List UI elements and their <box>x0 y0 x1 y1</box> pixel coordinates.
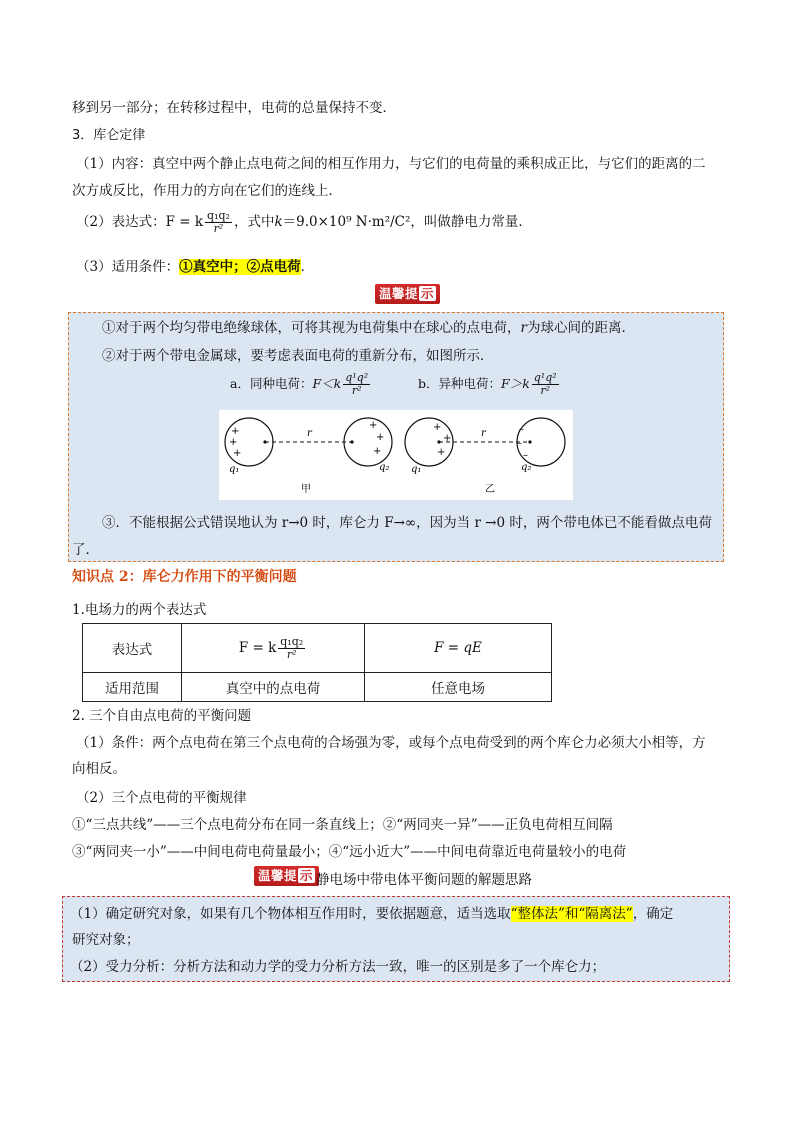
coulomb-expression <box>76 210 532 235</box>
table-cell-scope-coulomb: 真空中的点电荷 <box>182 673 365 702</box>
table-cell-header: 表达式 <box>83 624 182 673</box>
plus-sign: + <box>231 426 240 437</box>
expr-prefix: （2）表达式： <box>76 214 166 230</box>
balance-rules-line1: ①“三点共线”——三个点电荷分布在同一条直线上；②“两同夹一异”——正负电荷相互间隔 <box>72 817 613 833</box>
coulomb-conditions <box>76 255 314 275</box>
tip1-case-b <box>418 372 561 397</box>
expr-numerator: q₁q₂ <box>207 209 230 222</box>
plus-sign: + <box>373 446 382 457</box>
tip-badge-1 <box>375 284 440 304</box>
plus-sign: + <box>369 420 378 431</box>
expression-table <box>82 623 552 702</box>
balance-rules-title: （2）三个点电荷的平衡规律 <box>76 790 247 806</box>
q2-label-right: q₂ <box>521 462 532 473</box>
tip-badge-last: 示 <box>300 868 314 883</box>
balance-condition-line2: 向相反。 <box>72 761 126 777</box>
tip1-item3-line2: 了． <box>72 542 99 558</box>
minus-sign: – <box>523 450 528 461</box>
tip1-item2: ②对于两个带电金属球，要考虑表面电荷的重新分布，如图所示． <box>102 348 494 364</box>
case-a-fraction <box>343 372 370 397</box>
case-a-numerator: q¹q² <box>345 371 369 384</box>
section-title-coulomb: 3．库仑定律 <box>72 128 146 143</box>
table-row <box>83 624 552 673</box>
table-cell-header: 适用范围 <box>83 673 182 702</box>
plus-sign: + <box>233 448 242 459</box>
q2-label-left: q₂ <box>379 462 390 473</box>
table-formula-fraction <box>278 636 305 661</box>
label-yi: 乙 <box>485 484 495 495</box>
expr-suffix: ，叫做静电力常量． <box>410 214 532 230</box>
tip-badge-last: 示 <box>421 286 435 301</box>
tip1-item1 <box>102 316 635 336</box>
expr-F: F = k <box>165 214 204 230</box>
tip2-line1-highlight: “整体法”和“隔离法” <box>510 906 633 922</box>
tip1-item1-b: 为球心间的距离． <box>526 320 635 336</box>
table-formula-numerator: q₁q₂ <box>280 634 304 648</box>
case-a-label: a．同种电荷： <box>230 376 313 391</box>
coulomb-content-line1: （1）内容：真空中两个静止点电荷之间的相互作用力，与它们的电荷量的乘积成正比，与它们的距离的二 <box>76 156 706 172</box>
plus-sign: + <box>443 433 452 444</box>
intro-text: 移到另一部分；在转移过程中，电荷的总量保持不变． <box>72 100 396 116</box>
plus-sign: + <box>437 447 446 458</box>
case-b-fraction <box>532 372 559 397</box>
tip2-line1 <box>70 902 673 922</box>
r-label-left: r <box>307 428 312 439</box>
expr-mid: ，式中 <box>233 214 275 230</box>
tip-badge-2 <box>254 866 319 886</box>
cond-suffix: ． <box>300 259 315 275</box>
coulomb-content-line2: 次方成反比，作用力的方向在它们的连线上． <box>72 183 342 199</box>
knowledge-point-2-heading: 知识点 2：库仑力作用下的平衡问题 <box>72 569 297 585</box>
table-formula-denominator: r² <box>286 647 297 661</box>
case-b-denominator: r² <box>540 384 551 397</box>
tip1-item1-r: r <box>520 320 527 336</box>
tip1-item3-line1: ③．不能根据公式错误地认为 r→0 时，库仑力 F→∞，因为当 r →0 时，两个带电体已不能看做点电荷 <box>102 515 712 531</box>
tip1-case-a <box>230 372 372 397</box>
tip-badge-main: 温馨提 <box>258 868 298 883</box>
label-jia: 甲 <box>301 484 311 495</box>
cond-prefix: （3）适用条件： <box>76 259 180 275</box>
tip2-line1-a: （1）确定研究对象，如果有几个物体相互作用时，要依据题意，适当选取 <box>70 906 511 922</box>
case-b-relation: F＞k <box>501 376 530 391</box>
balance-condition-line1: （1）条件：两个点电荷在第三个点电荷的合场强为零，或每个点电荷受到的两个库仑力必须大小相等，方 <box>76 735 706 751</box>
r-label-right: r <box>481 428 486 439</box>
tip2-line2: 研究对象； <box>72 932 140 948</box>
charge-distribution-diagram <box>219 410 573 500</box>
q1-label-right: q₁ <box>411 464 422 475</box>
sub-heading-expressions: 1.电场力的两个表达式 <box>72 602 207 618</box>
expr-k: k <box>274 214 283 230</box>
table-cell-field-formula: F = qE <box>365 624 552 673</box>
plus-sign: + <box>376 432 385 443</box>
minus-sign: – <box>517 438 522 449</box>
balance-rules-line2: ③“两同夹一小”——中间电荷电荷量最小；④“远小近大”——中间电荷靠近电荷量较小的电荷 <box>72 844 627 860</box>
tip2-line3: （2）受力分析：分析方法和动力学的受力分析方法一致，唯一的区别是多了一个库仑力； <box>70 959 606 975</box>
case-b-label: b．异种电荷： <box>418 376 502 391</box>
table-cell-scope-field: 任意电场 <box>365 673 552 702</box>
case-a-denominator: r² <box>351 384 362 397</box>
minus-sign: – <box>519 424 524 435</box>
table-formula-F: F = k <box>238 639 277 656</box>
tip-badge-main: 温馨提 <box>379 286 419 301</box>
cond-highlight: ①真空中；②点电荷 <box>179 259 301 275</box>
expr-fraction <box>205 210 232 235</box>
q1-label-left: q₁ <box>229 464 240 475</box>
tip2-line1-b: ，确定 <box>632 906 674 922</box>
table-cell-coulomb-formula <box>182 624 365 673</box>
tip1-item1-a: ①对于两个均匀带电绝缘球体，可将其视为电荷集中在球心的点电荷， <box>102 320 521 336</box>
plus-sign: + <box>433 422 442 433</box>
charge-diagram-svg <box>219 410 573 500</box>
expr-value: ＝9.0×10⁹ N·m²/C² <box>282 214 411 230</box>
tip2-title: 静电场中带电体平衡问题的解题思路 <box>316 872 532 888</box>
case-a-relation: F＜k <box>312 376 342 391</box>
table-row <box>83 673 552 702</box>
case-b-numerator: q¹q² <box>533 371 557 384</box>
expr-denominator: r² <box>213 222 224 235</box>
plus-sign: + <box>229 437 238 448</box>
sub-heading-three-charges: 2. 三个自由点电荷的平衡问题 <box>72 708 252 724</box>
